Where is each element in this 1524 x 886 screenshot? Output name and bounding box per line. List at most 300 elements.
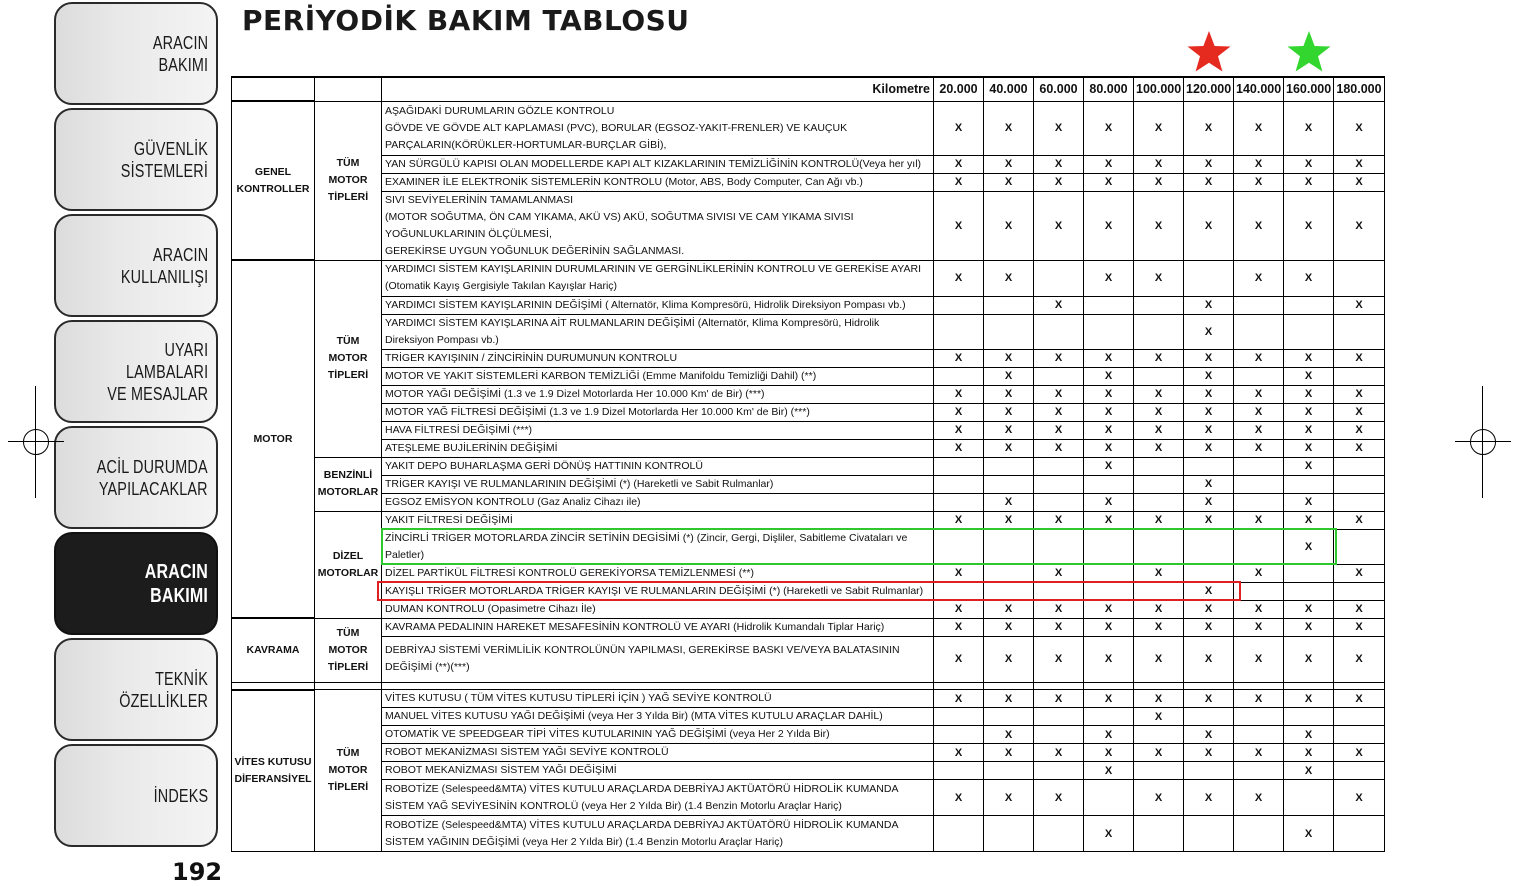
interval-mark-cell (1334, 726, 1385, 744)
interval-mark-cell (1134, 816, 1184, 852)
tab-label: ARACIN BAKIMI (152, 32, 208, 75)
interval-mark-cell (1184, 529, 1234, 564)
table-row (232, 618, 1385, 636)
maintenance-item-description (382, 403, 934, 421)
tab-guvenlik-sistemleri[interactable] (54, 108, 218, 211)
interval-mark-cell (1234, 457, 1284, 475)
interval-mark-cell (1284, 780, 1334, 816)
table-row (232, 421, 1385, 439)
interval-mark-cell: X (1034, 385, 1084, 403)
interval-mark-cell: X (1334, 439, 1385, 457)
interval-mark-cell (1284, 564, 1334, 582)
interval-mark-cell: X (1084, 744, 1134, 762)
interval-mark-cell (1234, 529, 1284, 564)
interval-mark-cell (1284, 314, 1334, 349)
interval-mark-cell (1084, 708, 1134, 726)
interval-mark-cell: X (1334, 780, 1385, 816)
interval-mark-cell: X (1334, 600, 1385, 618)
interval-mark-cell (1134, 314, 1184, 349)
interval-mark-cell: X (1084, 403, 1134, 421)
interval-mark-cell: X (1234, 690, 1284, 708)
maintenance-item-description (382, 457, 934, 475)
table-row (232, 564, 1385, 582)
maintenance-item-description (382, 439, 934, 457)
interval-mark-cell: X (1284, 385, 1334, 403)
interval-mark-cell: X (1034, 439, 1084, 457)
interval-mark-cell: X (1184, 493, 1234, 511)
header-empty-cell (315, 77, 382, 101)
red-star-icon (1186, 30, 1232, 74)
interval-mark-cell: X (984, 511, 1034, 529)
interval-mark-cell: X (1134, 173, 1184, 191)
interval-mark-cell (1234, 493, 1284, 511)
interval-mark-cell: X (984, 101, 1034, 155)
maintenance-item-description (382, 636, 934, 682)
interval-mark-cell: X (1134, 101, 1184, 155)
interval-mark-cell: X (1234, 101, 1284, 155)
interval-mark-cell: X (1084, 385, 1134, 403)
interval-mark-cell: X (1234, 780, 1284, 816)
interval-mark-cell: X (1284, 155, 1334, 173)
interval-mark-cell (1134, 493, 1184, 511)
interval-mark-cell: X (1234, 511, 1284, 529)
maintenance-item-description (382, 744, 934, 762)
table-row (232, 600, 1385, 618)
interval-mark-cell (934, 762, 984, 780)
maintenance-item-description (382, 726, 934, 744)
page-title: PERİYODİK BAKIM TABLOSU (242, 4, 690, 37)
maintenance-item-description (382, 493, 934, 511)
table-row (232, 816, 1385, 852)
maintenance-item-description (382, 708, 934, 726)
interval-mark-cell: X (1184, 385, 1234, 403)
interval-mark-cell: X (1084, 367, 1134, 385)
interval-mark-cell: X (984, 744, 1034, 762)
interval-mark-cell (1334, 367, 1385, 385)
interval-mark-cell: X (1284, 173, 1334, 191)
interval-mark-cell (984, 296, 1034, 314)
table-row (232, 173, 1385, 191)
interval-mark-cell: X (1184, 367, 1234, 385)
maintenance-item-description (382, 191, 934, 260)
interval-mark-cell (1034, 314, 1084, 349)
interval-mark-cell (1034, 260, 1084, 296)
interval-mark-cell (984, 582, 1034, 600)
interval-mark-cell (1334, 708, 1385, 726)
category-label: VİTES KUTUSU DİFERANSİYEL (234, 755, 312, 785)
interval-mark-cell: X (1134, 511, 1184, 529)
tab-indeks[interactable] (54, 744, 218, 847)
interval-mark-cell: X (984, 618, 1034, 636)
interval-mark-cell: X (1334, 636, 1385, 682)
interval-mark-cell: X (1134, 636, 1184, 682)
interval-mark-cell: X (934, 564, 984, 582)
interval-mark-cell (1134, 296, 1184, 314)
maintenance-item-text: TRİGER KAYIŞININ / ZİNCİRİNİN DURUMUNUN KONTROLU (385, 351, 678, 364)
maintenance-item-description (382, 367, 934, 385)
interval-mark-cell: X (1334, 349, 1385, 367)
page-number: 192 (172, 858, 223, 886)
spacer-cell (232, 682, 315, 690)
maintenance-item-description (382, 101, 934, 155)
interval-mark-cell: X (934, 690, 984, 708)
table-row (232, 385, 1385, 403)
tab-teknik-ozellikler[interactable] (54, 638, 218, 741)
spacer-cell (1234, 682, 1284, 690)
maintenance-item-description (382, 260, 934, 296)
tab-aracin-kullanilisi[interactable] (54, 214, 218, 317)
interval-mark-cell: X (934, 349, 984, 367)
interval-mark-cell (1184, 260, 1234, 296)
interval-mark-cell: X (1184, 155, 1234, 173)
maintenance-item-text: ROBOTİZE (Selespeed&MTA) VİTES KUTULU ARAÇLARDA DEBRİYAJ AKTÜATÖRÜ HİDROLİK KUMANDA SİSTEM YAĞININ DEĞİŞİMİ (veya Her 2 Yılda Bir) (1.4 Benzin Motorlu Araçlar Hariç) (385, 818, 898, 848)
interval-mark-cell: X (984, 690, 1034, 708)
interval-mark-cell: X (1134, 385, 1184, 403)
interval-mark-cell: X (984, 403, 1034, 421)
table-row (232, 690, 1385, 708)
interval-mark-cell (934, 314, 984, 349)
interval-mark-cell: X (1334, 421, 1385, 439)
interval-mark-cell (984, 564, 1034, 582)
interval-mark-cell: X (1084, 618, 1134, 636)
interval-mark-cell (1334, 762, 1385, 780)
interval-mark-cell: X (1234, 618, 1284, 636)
maintenance-item-text: YARDIMCI SİSTEM KAYIŞLARININ DURUMLARININ VE GERGİNLİKLERİNİN KONTROLU VE GEREKİSE AYARI (Otomatik Kayış Gergisiyle Takılan Kayışlar Hariç) (385, 263, 921, 292)
maintenance-item-description (382, 421, 934, 439)
interval-mark-cell (984, 529, 1034, 564)
interval-mark-cell: X (1284, 636, 1334, 682)
interval-mark-cell: X (1134, 744, 1184, 762)
interval-mark-cell (1334, 493, 1385, 511)
maintenance-item-text: MOTOR YAĞ FİLTRESİ DEĞİŞİMİ (1.3 ve 1.9 Dizel Motorlarda Her 10.000 Km' de Bir) (***) (385, 405, 810, 418)
tab-uyari-lambalari[interactable] (54, 320, 218, 423)
interval-mark-cell: X (934, 421, 984, 439)
interval-mark-cell (934, 582, 984, 600)
spacer-row (232, 682, 1385, 690)
table-row (232, 191, 1385, 260)
maintenance-item-description (382, 314, 934, 349)
maintenance-item-text: ATEŞLEME BUJİLERİNİN DEĞİŞİMİ (385, 441, 558, 454)
interval-mark-cell: X (1084, 421, 1134, 439)
interval-mark-cell (984, 708, 1034, 726)
green-star-icon (1286, 30, 1332, 74)
interval-mark-cell: X (1234, 260, 1284, 296)
interval-mark-cell: X (1034, 511, 1084, 529)
maintenance-table-container (231, 76, 1384, 852)
interval-mark-cell (934, 529, 984, 564)
km-column-header: 140.000 (1234, 77, 1284, 101)
maintenance-item-description (382, 511, 934, 529)
interval-mark-cell: X (1084, 191, 1134, 260)
interval-mark-cell (934, 367, 984, 385)
interval-mark-cell: X (1184, 582, 1234, 600)
interval-mark-cell: X (984, 349, 1034, 367)
engine-type-cell (315, 511, 382, 618)
interval-mark-cell (934, 708, 984, 726)
interval-mark-cell: X (1184, 349, 1234, 367)
interval-mark-cell: X (1234, 349, 1284, 367)
table-row (232, 260, 1385, 296)
interval-mark-cell (1234, 708, 1284, 726)
km-column-header: 60.000 (1034, 77, 1084, 101)
table-row (232, 403, 1385, 421)
interval-mark-cell: X (984, 385, 1034, 403)
interval-mark-cell: X (1134, 564, 1184, 582)
interval-mark-cell (934, 816, 984, 852)
maintenance-item-text: TRİGER KAYIŞI VE RULMANLARININ DEĞİŞİMİ (*) (Hareketli ve Sabit Rulmanlar) (385, 477, 774, 490)
maintenance-item-text: ROBOT MEKANİZMASI SİSTEM YAĞI DEĞİŞİMİ (385, 764, 617, 776)
interval-mark-cell: X (1084, 636, 1134, 682)
interval-mark-cell (1234, 816, 1284, 852)
maintenance-item-description (382, 780, 934, 816)
interval-mark-cell: X (1284, 101, 1334, 155)
table-row (232, 475, 1385, 493)
interval-mark-cell (1334, 260, 1385, 296)
interval-mark-cell: X (1034, 155, 1084, 173)
interval-mark-cell: X (1234, 600, 1284, 618)
maintenance-item-text: SIVI SEVİYELERİNİN TAMAMLANMASI (MOTOR SOĞUTMA, ÖN CAM YIKAMA, AKÜ VS) AKÜ, SOĞUTMA SIVISI VE CAM YIKAMA SIVISI YOĞUNLUKLARININ ÖLÇÜLMESİ, GEREKİRSE UYGUN YOĞUNLUK DEĞERİNİN SAĞLANMASI. (385, 193, 854, 257)
interval-mark-cell (1034, 582, 1084, 600)
maintenance-item-text: ROBOTİZE (Selespeed&MTA) VİTES KUTULU ARAÇLARDA DEBRİYAJ AKTÜATÖRÜ HİDROLİK KUMANDA SİSTEM YAĞ SEVİYESİNİN KONTROLÜ (veya Her 2 Yılda Bir) (1.4 Benzin Motorlu Araçlar Hariç) (385, 782, 898, 812)
table-row (232, 439, 1385, 457)
tab-aracin-bakimi-top[interactable] (54, 2, 218, 105)
interval-mark-cell: X (1284, 403, 1334, 421)
table-row (232, 296, 1385, 314)
interval-mark-cell: X (1284, 600, 1334, 618)
maintenance-item-description (382, 529, 934, 564)
interval-mark-cell: X (984, 780, 1034, 816)
interval-mark-cell (1334, 475, 1385, 493)
interval-mark-cell: X (1084, 493, 1134, 511)
interval-mark-cell (1034, 816, 1084, 852)
spacer-cell (1084, 682, 1134, 690)
interval-mark-cell: X (1284, 367, 1334, 385)
interval-mark-cell (1234, 726, 1284, 744)
interval-mark-cell: X (1034, 564, 1084, 582)
interval-mark-cell (1034, 475, 1084, 493)
tab-label: ARACIN BAKIMI (144, 560, 208, 607)
maintenance-item-text: DEBRİYAJ SİSTEMİ VERİMLİLİK KONTROLÜNÜN YAPILMASI, GEREKİRSE BASKI VE/VEYA BALATASININ DEĞİŞİMİ (**)(***) (385, 644, 900, 673)
interval-mark-cell (984, 457, 1034, 475)
km-column-header: 160.000 (1284, 77, 1334, 101)
category-label: GENEL KONTROLLER (236, 165, 310, 195)
engine-type-label: TÜM MOTOR TİPLERİ (327, 157, 369, 203)
spacer-cell (984, 682, 1034, 690)
table-row (232, 582, 1385, 600)
interval-mark-cell (1084, 582, 1134, 600)
interval-mark-cell: X (1334, 296, 1385, 314)
maintenance-item-description (382, 385, 934, 403)
interval-mark-cell (1284, 708, 1334, 726)
interval-mark-cell: X (1034, 600, 1084, 618)
interval-mark-cell (1184, 457, 1234, 475)
interval-mark-cell (934, 726, 984, 744)
category-cell (232, 618, 315, 682)
interval-mark-cell: X (934, 636, 984, 682)
interval-mark-cell: X (934, 101, 984, 155)
engine-type-cell (315, 457, 382, 511)
interval-mark-cell: X (1034, 744, 1084, 762)
interval-mark-cell: X (1184, 403, 1234, 421)
interval-mark-cell: X (1234, 403, 1284, 421)
maintenance-item-description (382, 816, 934, 852)
interval-mark-cell: X (1084, 816, 1134, 852)
interval-mark-cell (1134, 582, 1184, 600)
interval-mark-cell (984, 475, 1034, 493)
table-row (232, 101, 1385, 155)
interval-mark-cell: X (1334, 155, 1385, 173)
interval-mark-cell (984, 314, 1034, 349)
interval-mark-cell: X (1284, 511, 1334, 529)
interval-mark-cell: X (1334, 403, 1385, 421)
km-column-header: 100.000 (1134, 77, 1184, 101)
interval-mark-cell: X (1034, 296, 1084, 314)
interval-mark-cell: X (934, 744, 984, 762)
interval-mark-cell: X (1284, 421, 1334, 439)
tab-aracin-bakimi-active[interactable] (54, 532, 218, 635)
interval-mark-cell (1234, 582, 1284, 600)
interval-mark-cell (1134, 762, 1184, 780)
interval-mark-cell: X (1034, 173, 1084, 191)
spacer-cell (382, 682, 934, 690)
table-row (232, 314, 1385, 349)
table-row (232, 529, 1385, 564)
maintenance-item-text: KAYIŞLI TRİGER MOTORLARDA TRİGER KAYIŞI VE RULMANLARIN DEĞİŞİMİ (*) (Hareketli ve Sabit Rulmanlar) (385, 584, 924, 597)
table-row (232, 493, 1385, 511)
interval-mark-cell: X (1134, 349, 1184, 367)
interval-mark-cell (1034, 708, 1084, 726)
tab-label: İNDEKS (153, 785, 208, 806)
interval-mark-cell: X (1084, 260, 1134, 296)
interval-mark-cell (1184, 564, 1234, 582)
interval-mark-cell (1084, 780, 1134, 816)
category-label: MOTOR (253, 432, 293, 445)
interval-mark-cell (1234, 367, 1284, 385)
interval-mark-cell: X (1084, 101, 1134, 155)
interval-mark-cell: X (1284, 762, 1334, 780)
interval-mark-cell: X (1334, 101, 1385, 155)
interval-mark-cell (934, 475, 984, 493)
engine-type-cell (315, 690, 382, 852)
interval-mark-cell: X (934, 173, 984, 191)
interval-mark-cell: X (1184, 173, 1234, 191)
interval-mark-cell: X (1284, 493, 1334, 511)
interval-mark-cell (1134, 475, 1184, 493)
interval-mark-cell (1034, 493, 1084, 511)
interval-mark-cell: X (1234, 421, 1284, 439)
maintenance-item-description (382, 475, 934, 493)
maintenance-item-text: DUMAN KONTROLU (Opasimetre Cihazı İle) (385, 602, 596, 615)
interval-mark-cell: X (1334, 618, 1385, 636)
engine-type-label: TÜM MOTOR TİPLERİ (327, 335, 369, 381)
interval-mark-cell: X (1334, 385, 1385, 403)
interval-mark-cell: X (1184, 636, 1234, 682)
spacer-cell (1284, 682, 1334, 690)
interval-mark-cell: X (1134, 600, 1184, 618)
interval-mark-cell: X (934, 403, 984, 421)
interval-mark-cell: X (1034, 421, 1084, 439)
maintenance-item-description (382, 690, 934, 708)
interval-mark-cell (1234, 475, 1284, 493)
interval-mark-cell: X (1184, 475, 1234, 493)
interval-mark-cell (1234, 314, 1284, 349)
interval-mark-cell (1134, 529, 1184, 564)
interval-mark-cell (1334, 529, 1385, 564)
maintenance-item-text: YAN SÜRGÜLÜ KAPISI OLAN MODELLERDE KAPI ALT KIZAKLARININ TEMİZLİĞİNİN KONTROLÜ(Veya her yıl) (385, 157, 922, 170)
interval-mark-cell: X (1234, 564, 1284, 582)
interval-mark-cell: X (1284, 529, 1334, 564)
interval-mark-cell (1184, 708, 1234, 726)
tab-label: ARACIN KULLANILIŞI (120, 244, 208, 287)
engine-type-label: TÜM MOTOR TİPLERİ (327, 626, 369, 673)
interval-mark-cell (1234, 762, 1284, 780)
interval-mark-cell: X (1234, 439, 1284, 457)
maintenance-item-text: HAVA FİLTRESİ DEĞİŞİMİ (***) (385, 423, 533, 436)
maintenance-item-text: OTOMATİK VE SPEEDGEAR TİPİ VİTES KUTULARININ YAĞ DEĞİŞİMİ (veya Her 2 Yılda Bir) (385, 728, 830, 740)
interval-mark-cell (1284, 296, 1334, 314)
interval-mark-cell: X (1334, 690, 1385, 708)
maintenance-item-text: MANUEL VİTES KUTUSU YAĞI DEĞİŞİMİ (veya Her 3 Yılda Bir) (MTA VİTES KUTULU ARAÇLAR DAHİL) (385, 710, 883, 722)
interval-mark-cell: X (1284, 191, 1334, 260)
maintenance-item-description (382, 349, 934, 367)
interval-mark-cell: X (1284, 457, 1334, 475)
engine-type-label: BENZİNLİ MOTORLAR (317, 469, 379, 498)
interval-mark-cell: X (1034, 618, 1084, 636)
interval-mark-cell (1034, 726, 1084, 744)
tab-label: TEKNİK ÖZELLİKLER (119, 668, 208, 711)
table-row (232, 744, 1385, 762)
maintenance-item-description (382, 582, 934, 600)
table-row (232, 726, 1385, 744)
interval-mark-cell: X (1234, 155, 1284, 173)
interval-mark-cell (1084, 314, 1134, 349)
interval-mark-cell (1284, 475, 1334, 493)
interval-mark-cell (1034, 529, 1084, 564)
interval-mark-cell (1084, 475, 1134, 493)
interval-mark-cell (1084, 564, 1134, 582)
interval-mark-cell: X (1084, 600, 1134, 618)
interval-mark-cell: X (1334, 173, 1385, 191)
interval-mark-cell (1334, 457, 1385, 475)
interval-mark-cell: X (1184, 421, 1234, 439)
interval-mark-cell: X (1034, 780, 1084, 816)
tab-acil-durumda[interactable] (54, 426, 218, 529)
maintenance-item-text: YARDIMCI SİSTEM KAYIŞLARINA AİT RULMANLARIN DEĞİŞİMİ (Alternatör, Klima Kompresörü, Hidrolik Direksiyon Pompası vb.) (385, 316, 880, 346)
interval-mark-cell: X (934, 618, 984, 636)
table-row (232, 762, 1385, 780)
interval-mark-cell: X (984, 260, 1034, 296)
interval-mark-cell: X (1284, 260, 1334, 296)
interval-mark-cell (934, 296, 984, 314)
maintenance-item-text: MOTOR VE YAKIT SİSTEMLERİ KARBON TEMİZLİĞİ (Emme Manifoldu Temizliği Dahil) (**) (385, 369, 817, 382)
interval-mark-cell (1084, 529, 1134, 564)
interval-mark-cell: X (984, 421, 1034, 439)
maintenance-item-description (382, 173, 934, 191)
interval-mark-cell: X (1184, 191, 1234, 260)
interval-mark-cell: X (984, 493, 1034, 511)
interval-mark-cell: X (1184, 726, 1234, 744)
interval-mark-cell: X (1284, 690, 1334, 708)
table-header-row (232, 77, 1385, 101)
spacer-cell (315, 682, 382, 690)
interval-mark-cell: X (934, 385, 984, 403)
interval-mark-cell: X (1234, 191, 1284, 260)
table-row (232, 155, 1385, 173)
interval-mark-cell: X (1334, 564, 1385, 582)
maintenance-item-text: KAVRAMA PEDALININ HAREKET MESAFESİNİN KONTROLÜ VE AYARI (Hidrolik Kumandalı Tiplar Hariç) (385, 620, 885, 633)
interval-mark-cell: X (1284, 816, 1334, 852)
interval-mark-cell: X (1134, 618, 1184, 636)
